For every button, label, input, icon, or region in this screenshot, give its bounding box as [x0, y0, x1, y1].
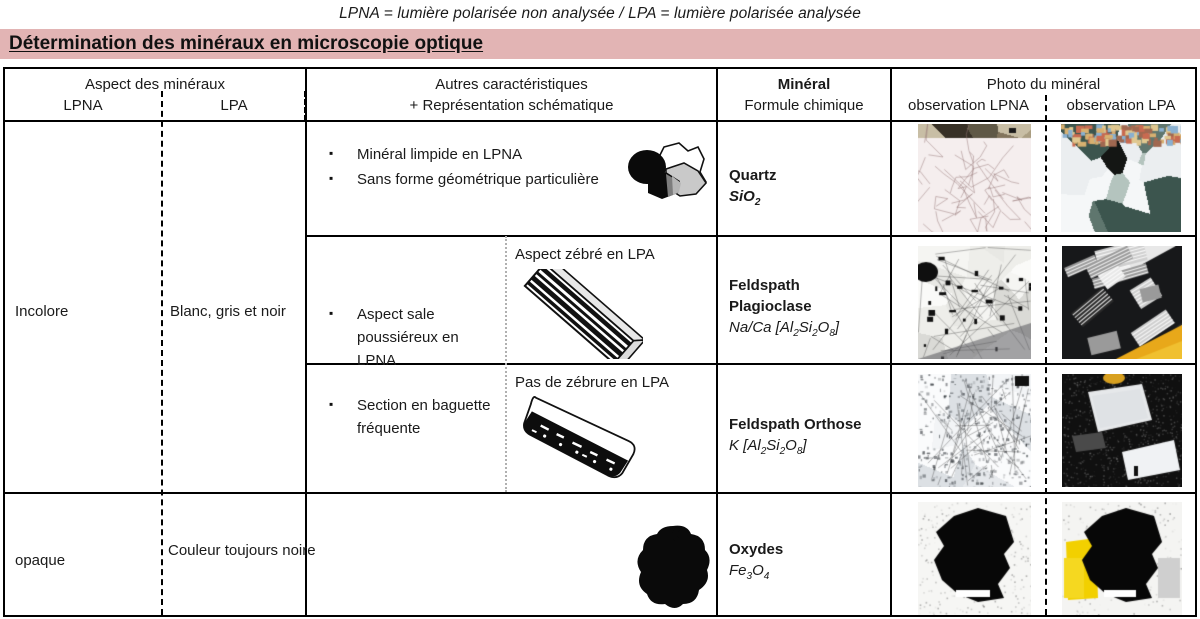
row23-bullet-list: [357, 303, 497, 442]
header-aspect-lpna: LPNA: [63, 97, 103, 114]
header-photo-group: Photo du minéral: [986, 76, 1101, 93]
row2-mineral-name-line2: Plagioclase: [729, 298, 812, 315]
oxyde-lpna-photo: [918, 502, 1031, 615]
row2-mineral-formula: Na/Ca $[Al_2Si_2O_8]$: [729, 319, 840, 339]
row3-sub-label: Pas de zébrure en LPA: [515, 374, 669, 391]
orthose-lpna-photo: [918, 374, 1031, 487]
cell-aspect-lpna-opaque: opaque: [15, 552, 66, 569]
header-aspect-group: Aspect des minéraux: [84, 76, 226, 93]
header-mineral-line2: Formule chimique: [744, 97, 864, 114]
row3-mineral-formula: K $[Al_2Si_2O_8]$: [729, 437, 807, 457]
row4-mineral-formula: $Fe_3O_4$: [729, 562, 770, 582]
cell-aspect-lpa-couleur-noire: Couleur toujours noire: [168, 542, 316, 559]
plagioclase-striped-lath-sketch: [518, 269, 643, 359]
dash-photo-lpna-lpa: [1045, 95, 1047, 615]
row1-bullet-2: ▪ Sans forme géométrique particulière: [357, 168, 687, 191]
dot-divider-sketch-column: [505, 236, 507, 492]
header-photo-lpna: observation LPNA: [908, 97, 1029, 114]
rule-photo-row1: [890, 235, 1195, 236]
row3-mineral: [729, 414, 862, 462]
caption-line: LPNA = lumière polarisée non analysée / LPA = lumière polarisée analysée: [339, 5, 861, 22]
rule-col-photo-left: [890, 69, 892, 615]
dash-lpna-lpa: [161, 91, 163, 615]
row3-bullet-1: ▪ Section en baguette fréquente: [357, 394, 497, 440]
plagioclase-lpna-photo: [918, 246, 1031, 359]
orthose-lpa-photo: [1062, 374, 1182, 487]
quartz-grains-sketch: [622, 141, 712, 211]
row4-mineral: [729, 539, 783, 587]
oxyde-lpa-photo: [1062, 502, 1182, 615]
row1-bullet-1: ▪ Minéral limpide en LPNA: [357, 143, 687, 166]
row1-mineral-formula: SiO$_2$: [729, 188, 761, 208]
row2-bullet-1: ▪ Aspect sale poussiéreux en LPNA: [357, 303, 497, 372]
oxide-blob-sketch: [633, 524, 715, 612]
page-title: Détermination des minéraux en microscopie optique: [9, 33, 484, 54]
rule-header-bottom: [5, 120, 1195, 122]
title-banner: [0, 29, 1200, 59]
header-aspect-lpa: LPA: [220, 97, 248, 114]
rule-col-autres-left: [305, 69, 307, 615]
cell-aspect-lpna-incolore: Incolore: [15, 303, 69, 320]
cell-aspect-lpa-blanc-gris-noir: Blanc, gris et noir: [170, 303, 286, 320]
header-autres-line1: Autres caractéristiques: [435, 76, 588, 93]
row23-bullets: [357, 303, 497, 440]
row1-mineral-name: Quartz: [729, 167, 777, 184]
row4-mineral-name: Oxydes: [729, 541, 784, 558]
quartz-lpna-photo: [918, 124, 1031, 232]
orthose-lath-sketch: [518, 394, 643, 479]
row3-mineral-name: Feldspath Orthose: [729, 416, 862, 433]
row2-sub-label: Aspect zébré en LPA: [515, 246, 655, 263]
header-mineral-line1: [718, 75, 890, 95]
quartz-lpa-photo: [1061, 124, 1181, 232]
rule-col-mineral-left: [716, 69, 718, 615]
rule-row3-bottom: [5, 492, 1195, 494]
row1-mineral: [729, 165, 777, 213]
mineral-determination-table: [3, 67, 1197, 617]
plagioclase-lpa-photo: [1062, 246, 1182, 359]
row2-mineral: [729, 275, 839, 344]
header-photo-lpa: observation LPA: [1066, 97, 1176, 114]
header-mineral-strong: Minéral: [777, 76, 831, 93]
header-autres-line2: + Représentation schématique: [409, 97, 614, 114]
row2-mineral-name-line1: Feldspath: [729, 277, 800, 294]
